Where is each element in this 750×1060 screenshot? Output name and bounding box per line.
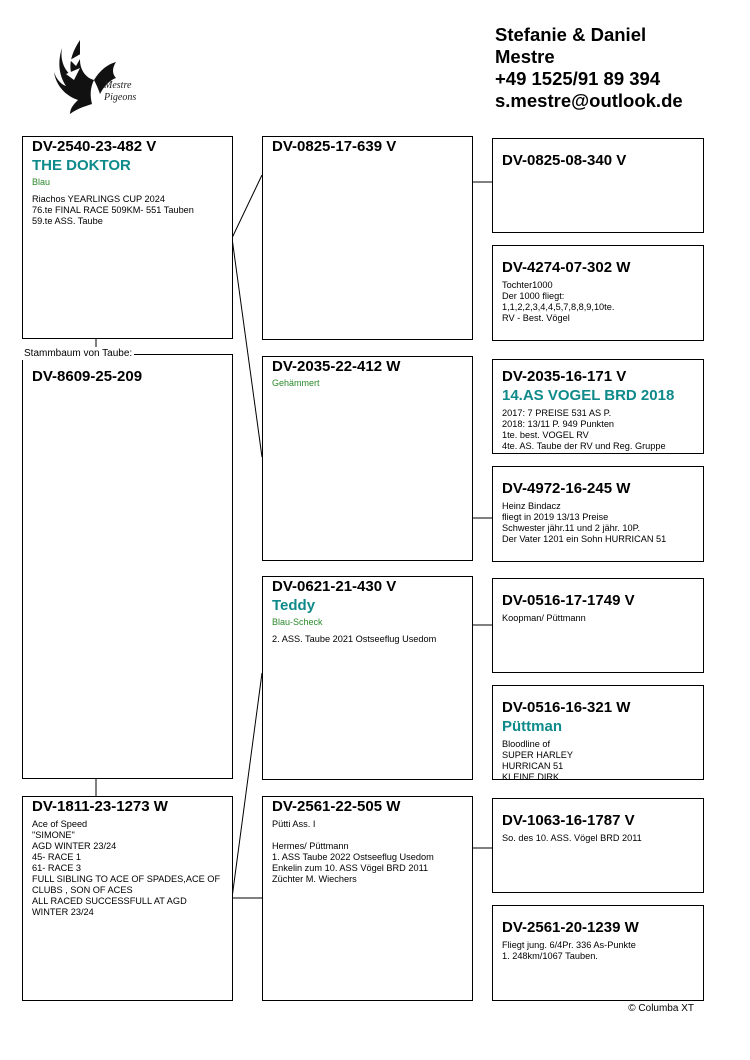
grandparent-3-name: Teddy [272, 597, 316, 614]
great-grandparent-3-name: 14.AS VOGEL BRD 2018 [502, 387, 675, 404]
great-grandparent-3-info: 2017: 7 PREISE 531 AS P. 2018: 13/11 P. 949 Punkten 1te. best. VOGEL RV 4te. AS. Taube der RV und Reg. Gruppe [502, 408, 666, 451]
great-grandparent-7-ring-number: DV-1063-16-1787 V [502, 812, 635, 829]
great-grandparent-card-7 [492, 798, 704, 893]
mate-ring-number: DV-1811-23-1273 W [32, 798, 168, 815]
grandparent-2-ring-number: DV-2035-22-412 W [272, 358, 401, 375]
footer-copyright: © Columba XT [628, 1003, 694, 1014]
grandparent-4-ring-number: DV-2561-22-505 W [272, 798, 401, 815]
subject-pigeon-card [22, 136, 233, 339]
grandparent-2-color: Gehämmert [272, 378, 320, 388]
subject-info: Riachos YEARLINGS CUP 2024 76.te FINAL RACE 509KM- 551 Tauben 59.te ASS. Taube [32, 194, 194, 226]
great-grandparent-2-ring-number: DV-4274-07-302 W [502, 259, 631, 276]
subject-ring-number: DV-2540-23-482 V [32, 138, 157, 155]
grandparent-card-4 [262, 796, 473, 1001]
breeder-phone: +49 1525/91 89 394 [495, 68, 661, 89]
dam-side-ring-number: DV-8609-25-209 [32, 368, 143, 385]
pedigree-caption: Stammbaum von Taube: [24, 348, 133, 359]
great-grandparent-8-info: Fliegt jung. 6/4Pr. 336 As-Punkte 1. 248km/1067 Tauben. [502, 940, 636, 961]
grandparent-3-info: 2. ASS. Taube 2021 Ostseeflug Usedom [272, 634, 437, 644]
grandparent-card-1 [262, 136, 473, 340]
grandparent-1-ring-number: DV-0825-17-639 V [272, 138, 397, 155]
great-grandparent-card-1 [492, 138, 704, 233]
logo-line-2: Pigeons [104, 92, 137, 103]
great-grandparent-card-4 [492, 466, 704, 562]
great-grandparent-7-info: So. des 10. ASS. Vögel BRD 2011 [502, 833, 642, 843]
great-grandparent-1-ring-number: DV-0825-08-340 V [502, 152, 627, 169]
subject-name: THE DOKTOR [32, 157, 131, 174]
grandparent-3-ring-number: DV-0621-21-430 V [272, 578, 397, 595]
great-grandparent-5-info: Koopman/ Püttmann [502, 613, 586, 623]
great-grandparent-8-ring-number: DV-2561-20-1239 W [502, 919, 639, 936]
grandparent-3-color: Blau-Scheck [272, 617, 323, 627]
breeder-name-line-1: Stefanie & Daniel [495, 24, 647, 45]
great-grandparent-card-5 [492, 578, 704, 673]
great-grandparent-6-ring-number: DV-0516-16-321 W [502, 699, 631, 716]
subject-color: Blau [32, 177, 51, 187]
great-grandparent-card-6 [492, 685, 704, 780]
great-grandparent-2-info: Tochter1000 Der 1000 fliegt: 1,1,2,2,3,4,4,5,7,8,8,9,10te. RV - Best. Vögel [502, 280, 615, 323]
great-grandparent-3-ring-number: DV-2035-16-171 V [502, 368, 627, 385]
breeder-name-line-2: Mestre [495, 46, 555, 67]
great-grandparent-4-ring-number: DV-4972-16-245 W [502, 480, 631, 497]
great-grandparent-6-info: Bloodline of SUPER HARLEY HURRICAN 51 KLEINE DIRK [502, 739, 573, 780]
mate-info: Ace of Speed "SIMONE" AGD WINTER 23/24 45- RACE 1 61- RACE 3 FULL SIBLING TO ACE OF SPADES,ACE OF CLUBS , SON OF ACES ALL RACED SUCCESSFULL AT AGD WINTER 23/24 [32, 819, 221, 917]
grandparent-card-2 [262, 356, 473, 561]
great-grandparent-card-2 [492, 245, 704, 341]
great-grandparent-card-3 [492, 359, 704, 454]
great-grandparent-6-name: Püttman [502, 718, 562, 735]
great-grandparent-4-info: Heinz Bindacz fliegt in 2019 13/13 Preise Schwester jähr.11 und 2 jähr. 10P. Der Vater 1201 ein Sohn HURRICAN 51 [502, 501, 667, 544]
grandparent-4-info: Pütti Ass. I Hermes/ Püttmann 1. ASS Taube 2022 Ostseeflug Usedom Enkelin zum 10. ASS Vögel BRD 2011 Züchter M. Wiechers [272, 819, 434, 884]
great-grandparent-5-ring-number: DV-0516-17-1749 V [502, 592, 635, 609]
mate-pigeon-card [22, 796, 233, 1001]
grandparent-card-3 [262, 576, 473, 780]
dam-side-card [22, 354, 233, 779]
logo-line-1: Mestre [104, 80, 132, 91]
breeder-email: s.mestre@outlook.de [495, 90, 683, 111]
great-grandparent-card-8 [492, 905, 704, 1001]
